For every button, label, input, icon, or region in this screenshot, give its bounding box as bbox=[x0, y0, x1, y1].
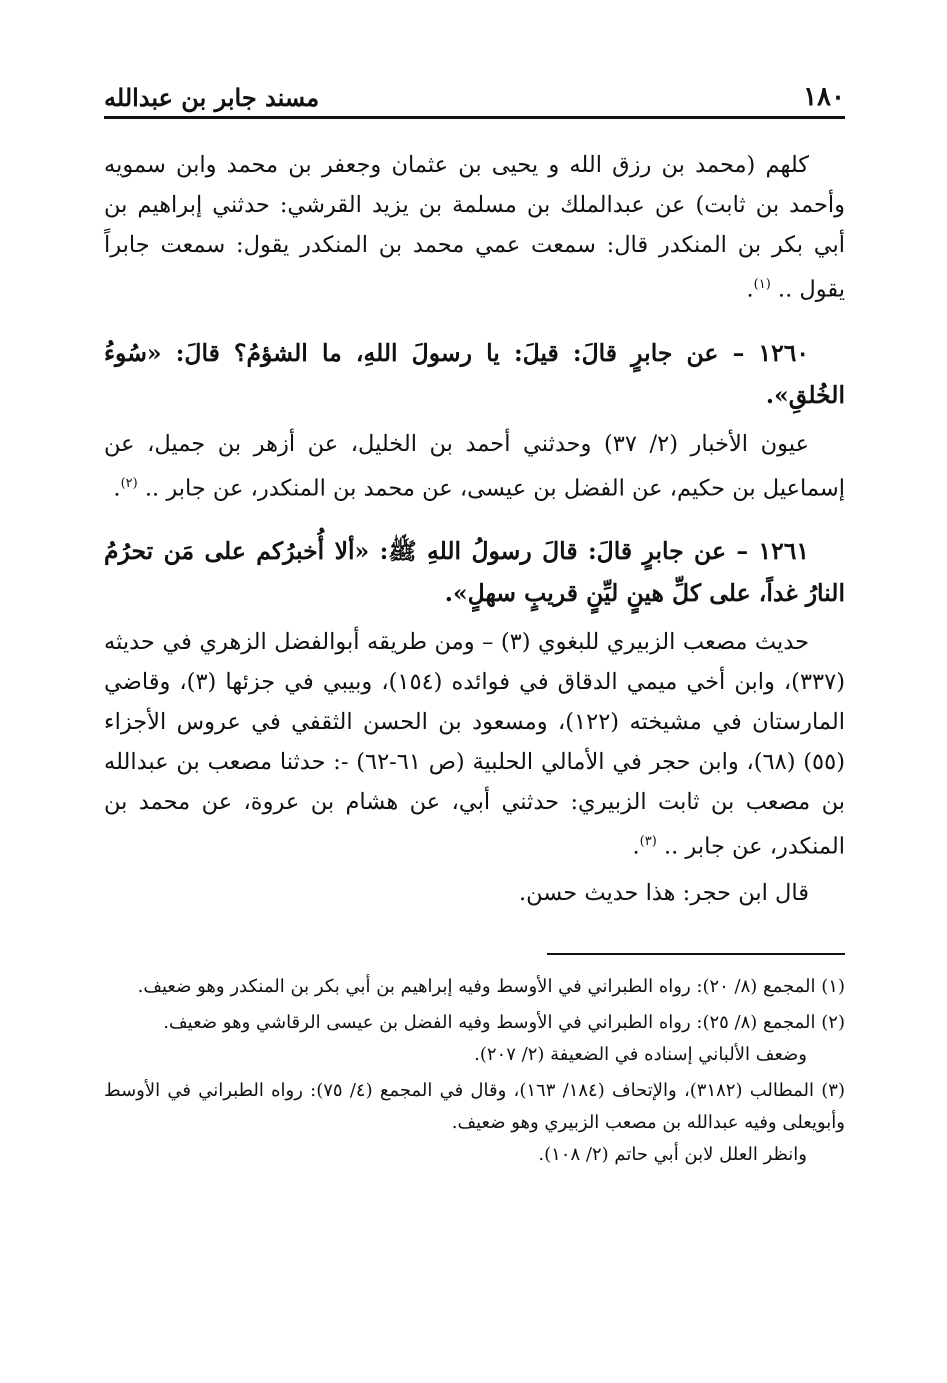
paragraph-text: عيون الأخبار (٢/ ٣٧) وحدثني أحمد بن الخليل، عن أزهر بن جميل، عن إسماعيل بن حكيم، عن الفضل بن عيسى، عن محمد بن المنكدر، عن جابر .. bbox=[104, 430, 845, 501]
paragraph: حديث مصعب الزبيري للبغوي (٣) – ومن طريقه أبوالفضل الزهري في حديثه (٣٣٧)، وابن أخي ميمي الدقاق في فوائده (١٥٤)، وبيبي في جزئها (٣)، وقاضي المارستان في مشيخته (١٢٢)، ومسعود بن الحسن الثقفي في عروس الأجزاء (٥٥) (٦٨)، وابن حجر في الأمالي الحلبية (ص ٦١-٦٢) -: حدثنا مصعب بن عبدالله بن مصعب بن ثابت الزبيري: حدثني أبي، عن هشام بن عروة، عن محمد بن المنكدر، عن جابر .. $^{(٣)}$. bbox=[104, 629, 845, 860]
footnote-separator bbox=[547, 953, 845, 955]
footnote-ref[interactable]: (٣) bbox=[639, 834, 657, 849]
paragraph-text: كلهم (محمد بن رزق الله و يحيى بن عثمان وجعفر بن محمد وابن سمويه وأحمد بن ثابت) عن عبدالملك بن مسلمة بن يزيد القرشي: حدثني إبراهيم بن أبي بكر بن المنكدر قال: سمعت عمي محمد بن المنكدر يقول: سمعت جابراً يقول .. bbox=[104, 152, 845, 303]
paragraph: كلهم (محمد بن رزق الله و يحيى بن عثمان وجعفر بن محمد وابن سمويه وأحمد بن ثابت) عن عبدالملك بن مسلمة بن يزيد القرشي: حدثني إبراهيم بن أبي بكر بن المنكدر قال: سمعت عمي محمد بن المنكدر يقول: سمعت جابراً يقول .. $^{(١)}$. bbox=[104, 152, 845, 303]
footnotes bbox=[104, 971, 845, 1171]
paragraph: قال ابن حجر: هذا حديث حسن. bbox=[518, 879, 809, 906]
footnote-2 bbox=[104, 1007, 845, 1071]
footnote-text: (١) المجمع (٨/ ٢٠): رواه الطبراني في الأوسط وفيه إبراهيم بن أبي بكر بن المنكدر وهو ضعيف. bbox=[137, 975, 845, 997]
footnote-ref[interactable]: (١) bbox=[753, 277, 771, 292]
paragraph-text: حديث مصعب الزبيري للبغوي (٣) – ومن طريقه أبوالفضل الزهري في حديثه (٣٣٧)، وابن أخي ميمي الدقاق في فوائده (١٥٤)، وبيبي في جزئها (٣)، وقاضي المارستان في مشيخته (١٢٢)، ومسعود بن الحسن الثقفي في عروس الأجزاء (٥٥) (٦٨)، وابن حجر في الأمالي الحلبية (ص ٦١-٦٢) -: حدثنا مصعب بن عبدالله بن مصعب بن ثابت الزبيري: حدثني أبي، عن هشام بن عروة، عن محمد بن المنكدر، عن جابر .. bbox=[104, 629, 845, 860]
footnote-continuation: وضعف الألباني إسناده في الضعيفة (٢/ ٢٠٧). bbox=[474, 1043, 807, 1065]
footnote-text: (٢) المجمع (٨/ ٢٥): رواه الطبراني في الأوسط وفيه الفضل بن عيسى الرقاشي وهو ضعيف. bbox=[163, 1011, 845, 1033]
footnote-text: (٣) المطالب (٣١٨٢)، والإتحاف (١٨٤/ ١٦٣)، وقال في المجمع (٤/ ٧٥): رواه الطبراني في الأوسط وأبويعلى وفيه عبدالله بن مصعب الزبيري وهو ضعيف. bbox=[104, 1079, 845, 1133]
page-number: ١٨٠ bbox=[803, 82, 845, 112]
paragraph: عيون الأخبار (٢/ ٣٧) وحدثني أحمد بن الخليل، عن أزهر بن جميل، عن إسماعيل بن حكيم، عن الفضل بن عيسى، عن محمد بن المنكدر، عن جابر .. $^{(٢)}$. bbox=[104, 430, 845, 501]
footnote-3 bbox=[104, 1075, 845, 1171]
header-rule bbox=[104, 116, 845, 119]
page-header bbox=[104, 78, 845, 112]
footnote-continuation: وانظر العلل لابن أبي حاتم (٢/ ١٠٨). bbox=[538, 1143, 807, 1165]
footnote-1 bbox=[104, 971, 845, 1003]
hadith-1261: ١٢٦١ – عن جابرٍ قالَ: قالَ رسولُ اللهِ ﷺ: «ألا أُخبرُكم على مَن تحرُمُ النارُ غداً، على كلِّ هينٍ ليِّنٍ قريبٍ سهلٍ». bbox=[104, 537, 845, 607]
main-text bbox=[104, 145, 845, 913]
footnote-ref[interactable]: (٢) bbox=[120, 475, 138, 491]
running-title: مسند جابر بن عبدالله bbox=[104, 83, 320, 112]
hadith-1260: ١٢٦٠ – عن جابرٍ قالَ: قيلَ: يا رسولَ اللهِ، ما الشؤمُ؟ قالَ: «سُوءُ الخُلقِ». bbox=[104, 338, 845, 409]
